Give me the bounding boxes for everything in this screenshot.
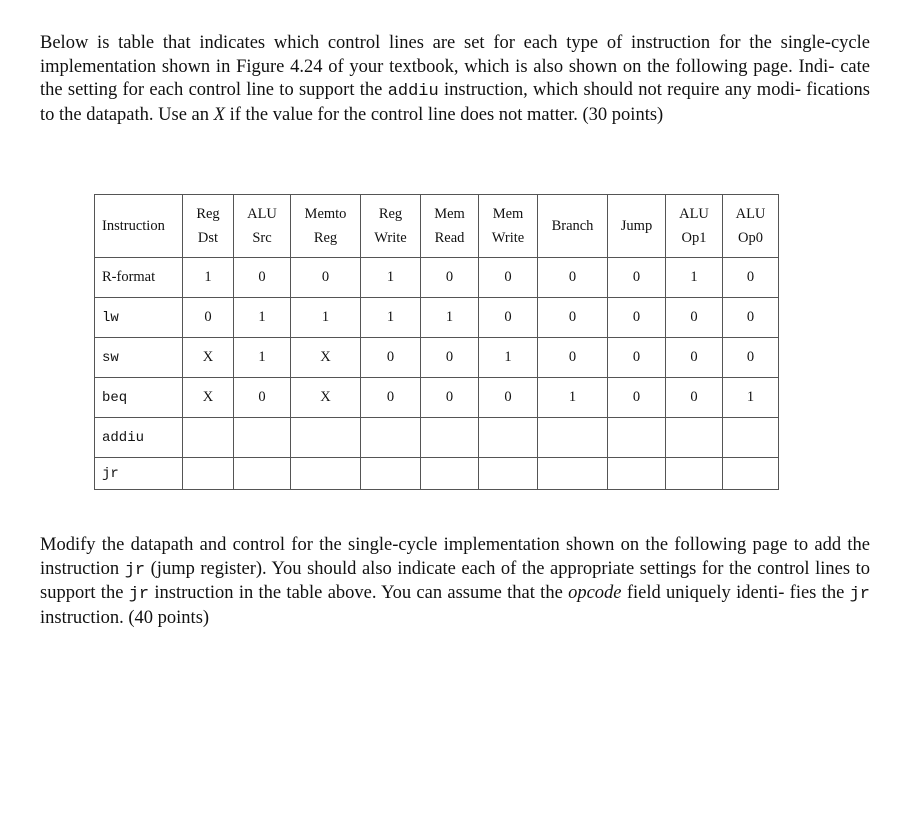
control-value-cell: 0 [666, 338, 723, 378]
column-header [291, 195, 361, 258]
control-value-cell[interactable] [608, 458, 666, 490]
column-header-line-2: Reg [313, 230, 338, 246]
column-header-line-2: Read [434, 230, 465, 246]
outro-instr-jr-3: jr [849, 585, 870, 604]
instruction-name-cell: lw [95, 298, 183, 338]
table-header-row [95, 195, 779, 258]
control-value-cell[interactable] [234, 418, 291, 458]
control-lines-table [94, 194, 779, 490]
table-row [95, 258, 779, 298]
control-value-cell: 0 [421, 258, 479, 298]
control-value-cell: 0 [608, 338, 666, 378]
intro-instr-addiu: addiu [387, 82, 439, 101]
control-value-cell: 0 [361, 378, 421, 418]
column-header-line-2: Write [491, 230, 525, 246]
column-header-line-2: Src [252, 230, 272, 246]
column-header [479, 195, 538, 258]
control-value-cell: 1 [538, 378, 608, 418]
control-value-cell: 1 [183, 258, 234, 298]
control-value-cell: 1 [234, 338, 291, 378]
control-value-cell: 0 [479, 298, 538, 338]
control-value-cell: 1 [361, 298, 421, 338]
control-value-cell: 1 [666, 258, 723, 298]
control-value-cell: 0 [538, 298, 608, 338]
column-header-line-1: Jump [620, 218, 653, 234]
control-value-cell: X [291, 338, 361, 378]
control-value-cell: 1 [421, 298, 479, 338]
control-value-cell: 0 [723, 298, 779, 338]
control-value-cell[interactable] [538, 458, 608, 490]
outro-text-4: field uniquely identi- fies the [621, 583, 850, 603]
intro-text-2: instruction, which should not require any modi- fications to the datapath. Use an [40, 80, 870, 125]
control-value-cell: 0 [291, 258, 361, 298]
intro-x: X [213, 104, 225, 125]
column-header-line-2: Write [374, 230, 407, 246]
control-value-cell: X [291, 378, 361, 418]
table-row [95, 298, 779, 338]
column-header-line-2: Op0 [738, 230, 763, 246]
column-header-line-1: Instruction [102, 218, 165, 234]
outro-paragraph [40, 534, 870, 630]
table-row [95, 338, 779, 378]
control-value-cell[interactable] [421, 418, 479, 458]
control-value-cell: X [183, 378, 234, 418]
control-value-cell: 0 [234, 378, 291, 418]
control-value-cell[interactable] [608, 418, 666, 458]
control-value-cell: 0 [608, 258, 666, 298]
outro-text-5: instruction. (40 points) [40, 607, 210, 628]
control-value-cell[interactable] [479, 458, 538, 490]
column-header-line-1: Memto [304, 206, 347, 222]
intro-paragraph [40, 32, 870, 127]
column-header [183, 195, 234, 258]
column-header-line-1: Reg [378, 206, 403, 222]
control-value-cell: 1 [291, 298, 361, 338]
column-header [666, 195, 723, 258]
column-header-line-1: Mem [492, 206, 524, 222]
control-value-cell[interactable] [666, 458, 723, 490]
column-header [608, 195, 666, 258]
control-value-cell: 0 [361, 338, 421, 378]
instruction-name-cell: jr [95, 458, 183, 490]
control-value-cell: 0 [183, 298, 234, 338]
control-value-cell[interactable] [361, 418, 421, 458]
column-header-line-2: Op1 [681, 230, 707, 246]
column-header [361, 195, 421, 258]
control-value-cell: 0 [234, 258, 291, 298]
intro-text-3: if the value for the control line does not matter. (30 points) [224, 104, 664, 125]
column-header [234, 195, 291, 258]
instruction-name-cell: addiu [95, 418, 183, 458]
control-value-cell[interactable] [183, 418, 234, 458]
control-value-cell: 1 [234, 298, 291, 338]
control-value-cell: 1 [479, 338, 538, 378]
control-value-cell[interactable] [234, 458, 291, 490]
control-value-cell: 0 [608, 298, 666, 338]
column-header [95, 195, 183, 258]
table-row [95, 418, 779, 458]
control-value-cell: 0 [666, 378, 723, 418]
column-header-line-1: Reg [196, 206, 220, 222]
control-value-cell: 0 [421, 378, 479, 418]
control-value-cell: 0 [538, 258, 608, 298]
column-header-line-1: Branch [551, 218, 594, 234]
column-header-line-1: ALU [679, 206, 709, 222]
table-row [95, 378, 779, 418]
control-value-cell[interactable] [291, 458, 361, 490]
control-value-cell: 0 [479, 258, 538, 298]
control-value-cell[interactable] [421, 458, 479, 490]
control-value-cell[interactable] [723, 458, 779, 490]
column-header-line-1: ALU [735, 206, 766, 222]
outro-instr-jr-2: jr [128, 585, 150, 604]
instruction-name-cell: R-format [95, 258, 183, 298]
instruction-name-cell: sw [95, 338, 183, 378]
column-header-line-2: Dst [197, 230, 219, 246]
control-value-cell: 1 [723, 378, 779, 418]
column-header [538, 195, 608, 258]
control-value-cell: 0 [608, 378, 666, 418]
outro-instr-jr-1: jr [124, 560, 146, 580]
control-value-cell[interactable] [291, 418, 361, 458]
control-value-cell: 0 [421, 338, 479, 378]
outro-text-2: (jump register). You should also indicate each of the appropriate settings for the control lines to support the [40, 558, 870, 603]
control-value-cell[interactable] [538, 418, 608, 458]
control-value-cell: 0 [479, 378, 538, 418]
column-header [421, 195, 479, 258]
column-header-line-1: ALU [247, 206, 277, 222]
outro-text-1: Modify the datapath and control for the single-cycle implementation shown on the following page to add the instruction [40, 535, 870, 579]
control-value-cell: 0 [538, 338, 608, 378]
control-value-cell[interactable] [479, 418, 538, 458]
table-row [95, 458, 779, 490]
control-value-cell: 0 [723, 338, 779, 378]
outro-opcode: opcode [568, 583, 622, 603]
instruction-name-cell: beq [95, 378, 183, 418]
control-value-cell[interactable] [361, 458, 421, 490]
control-value-cell[interactable] [723, 418, 779, 458]
control-value-cell[interactable] [666, 418, 723, 458]
column-header-line-1: Mem [434, 206, 465, 222]
control-value-cell: 1 [361, 258, 421, 298]
control-value-cell: X [183, 338, 234, 378]
control-value-cell[interactable] [183, 458, 234, 490]
intro-text-1: Below is table that indicates which control lines are set for each type of instruction for the single-cycle implementation shown in Figure 4.24 of your textbook, which is also shown on the following page. Indi- cate the setting for each control line to support the [40, 33, 870, 100]
control-value-cell: 0 [723, 258, 779, 298]
outro-text-3: instruction in the table above. You can assume that the [149, 583, 569, 603]
column-header [723, 195, 779, 258]
control-value-cell: 0 [666, 298, 723, 338]
